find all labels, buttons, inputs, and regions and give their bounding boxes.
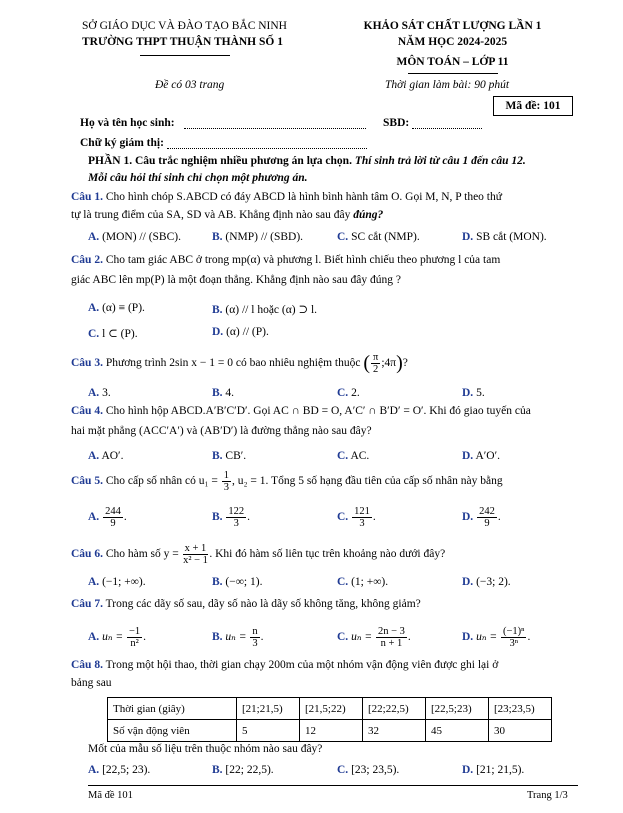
table-cell: 12 [300,720,363,742]
student-name-label: Họ và tên học sinh: [80,117,175,129]
signature-field[interactable] [167,148,367,149]
question-8-line1 [71,659,498,671]
option-label: C. [337,231,349,243]
question-7-line1 [71,598,421,610]
q6-option-b[interactable] [212,576,262,588]
q7-option-a[interactable]: A. uₙ = $\frac{-1}{\text{n²}}$ . [88,626,147,649]
question-4-line2 [71,425,372,437]
question-text: giác ABC lên mp(P) là một đoạn thẳng. Khẳng định nào sau đây đúng ? [71,274,401,286]
interval-close-paren: ) [396,352,403,374]
option-label: D. [462,511,474,524]
question-label: Câu 5. [71,475,103,488]
option-text: [23; 23,5). [351,764,400,776]
option-text: SB cắt (MON). [476,231,547,243]
table-row [108,720,552,742]
table-cell: [22;22,5) [363,698,426,720]
option-label: A. [88,302,100,314]
q4-option-d[interactable] [462,450,500,462]
q6-option-c[interactable] [337,576,388,588]
option-label: C. [337,387,349,399]
question-label: Câu 2. [71,254,103,266]
q5-option-a[interactable]: A. $\frac{244}{9}$ . [88,506,127,529]
option-label: C. [337,511,349,524]
q2-option-a[interactable] [88,302,145,314]
interval-open-paren: ( [363,352,370,374]
function-fraction: $\frac{x + 1}{\text{x² − 1}}$ [183,543,208,566]
question-text: Trong các dãy số sau, dãy số nào là dãy số không tăng, không giảm? [105,598,421,610]
part1-title: PHẦN 1. Câu trắc nghiệm nhiều phương án lựa chọn. [88,155,352,167]
q4-option-a[interactable] [88,450,123,462]
q8-option-b[interactable] [212,764,274,776]
part1-instruction-2: Mỗi câu hỏi thí sinh chỉ chọn một phương án. [88,172,308,184]
question-text: tự là trung điểm của SA, SD và AB. Khẳng định nào sau đây [71,209,351,221]
header-divider-left [140,55,230,56]
option-label: C. [88,328,100,340]
option-label: A. [88,764,100,776]
subject: MÔN TOÁN – LỚP 11 [396,56,509,68]
option-label: C. [337,576,349,588]
question-5-line1 [71,470,503,493]
table-row [108,698,552,720]
option-text: (−3; 2). [476,576,511,588]
option-text: (α) // (P). [226,326,269,338]
question-label: Câu 8. [71,659,103,671]
footer-divider [88,785,578,786]
q3-option-c[interactable] [337,387,360,399]
option-text: [21; 21,5). [476,764,525,776]
question-text: Trong một hội thao, thời gian chạy 200m của một nhóm vận động viên được ghi lại ở [105,659,499,671]
school-name: TRƯỜNG THPT THUẬN THÀNH SỐ 1 [82,36,283,48]
option-label: B. [212,304,223,316]
q4-option-b[interactable] [212,450,246,462]
table-cell: 45 [426,720,489,742]
school-year: NĂM HỌC 2024-2025 [397,36,508,48]
option-text: CB′. [225,450,247,462]
department-name: SỞ GIÁO DỤC VÀ ĐÀO TẠO BẮC NINH [82,20,287,32]
option-label: D. [462,387,474,399]
option-label: B. [212,764,223,776]
option-text: (NMP) // (SBD). [225,231,304,243]
q6-option-d[interactable] [462,576,511,588]
q6-option-a[interactable] [88,576,146,588]
option-text: l ⊂ (P). [102,328,138,340]
option-label: B. [212,576,223,588]
question-label: Câu 1. [71,191,103,203]
question-text: Cho tam giác ABC ở trong mp(α) và phương l. Biết hình chiếu theo phương l của tam [105,254,501,266]
option-text: (1; +∞). [351,576,389,588]
option-text: 2. [351,387,360,399]
question-8-prompt: Mốt của mẫu số liệu trên thuộc nhóm nào sau đây? [88,743,323,755]
option-label: A. [88,450,100,462]
q5-option-d[interactable]: D. $\frac{242}{9}$ . [462,506,501,529]
q7-option-d[interactable]: D. uₙ = $\frac{\text{(−1)ⁿ}}{\text{3ⁿ}}$ . [462,626,531,649]
table-cell: 30 [489,720,552,742]
footer-exam-code: Mã đề 101 [88,790,133,801]
table-cell: Số vận động viên [108,720,237,742]
q3-option-b[interactable] [212,387,234,399]
part1-instruction-1: Thí sinh trả lời từ câu 1 đến câu 12. [354,155,526,167]
question-1-line2 [71,209,383,221]
question-3-line1 [71,352,408,375]
option-label: A. [88,387,100,399]
option-label: D. [462,631,474,644]
option-label: C. [337,631,349,644]
option-label: A. [88,231,100,243]
table-cell: 5 [237,720,300,742]
header-divider-right [408,73,498,74]
option-label: D. [212,326,224,338]
option-label: B. [212,631,223,644]
question-6-line1 [71,543,445,566]
option-label: A. [88,576,100,588]
q1-option-c[interactable] [337,231,420,243]
question-text: ? [402,357,408,370]
q7-option-c[interactable]: C. uₙ = $\frac{2n - 3}{n + 1}$ . [337,626,411,649]
question-label: Câu 4. [71,405,103,417]
u1-fraction: $\frac{1}{3}$ [223,470,230,493]
running-time-table [107,697,552,742]
question-4-line1 [71,405,531,417]
question-text: Cho hình chóp S.ABCD có đáy ABCD là hình bình hành tâm O. Gọi M, N, P theo thứ [105,191,502,203]
part1-heading [88,155,526,167]
option-text: 5. [476,387,485,399]
footer-page-number: Trang 1/3 [527,790,568,801]
question-8-line2: bảng sau [71,677,112,689]
option-text: (α) ≡ (P). [102,302,145,314]
q2-option-c[interactable] [88,326,138,340]
option-label: A. [88,631,100,644]
table-cell: [21,5;22) [300,698,363,720]
exam-code-box: Mã đề: 101 [493,96,573,116]
option-label: B. [212,450,223,462]
question-1-line1 [71,191,502,203]
q1-option-d[interactable] [462,231,547,243]
question-2-line2 [71,274,401,286]
q2-option-b[interactable] [212,302,317,316]
q8-option-d[interactable] [462,764,524,776]
option-label: B. [212,231,223,243]
question-2-line1 [71,254,500,266]
option-text: A′O′. [475,450,500,462]
option-text: AC. [350,450,370,462]
option-text: AO′. [101,450,124,462]
q3-option-d[interactable] [462,387,485,399]
question-text: Phương trình 2sin x − 1 = 0 có bao nhiêu nghiệm thuộc [105,357,361,370]
question-text: , u₂ = 1. Tổng 5 số hạng đầu tiên của cấp số nhân này bằng [232,475,503,488]
option-label: D. [462,231,474,243]
question-label: Câu 3. [71,357,103,370]
option-label: B. [212,387,223,399]
option-text: (−∞; 1). [225,576,263,588]
option-text: (−1; +∞). [102,576,146,588]
q5-option-c[interactable]: C. $\frac{121}{3}$ . [337,506,376,529]
sbd-field[interactable] [412,128,482,129]
signature-label: Chữ ký giám thị: [80,137,164,149]
q3-option-a[interactable] [88,387,111,399]
student-name-field[interactable] [184,128,366,129]
time-note: Thời gian làm bài: 90 phút [385,79,510,91]
q1-option-b[interactable] [212,231,303,243]
question-label: Câu 7. [71,598,103,610]
question-text: Cho hình hộp ABCD.A′B′C′D′. Gọi AC ∩ BD = O, A′C′ ∩ B′D′ = O′. Khi đó giao tuyến của [105,405,531,417]
option-label: C. [337,450,349,462]
option-label: B. [212,511,223,524]
question-text: Cho hàm số y = [105,548,179,561]
q8-option-c[interactable] [337,764,399,776]
option-text: (α) // l hoặc (α) ⊃ l. [225,304,318,316]
sbd-label: SBD: [383,117,410,129]
table-cell: Thời gian (giây) [108,698,237,720]
option-label: C. [337,764,349,776]
table-cell: [22,5;23) [426,698,489,720]
question-label: Câu 6. [71,548,103,561]
q7-option-b[interactable]: B. uₙ = $\frac{n}{3}$ . [212,626,264,649]
option-label: D. [462,450,474,462]
option-text: 3. [102,387,111,399]
option-label: A. [88,511,100,524]
question-text: . Khi đó hàm số liên tục trên khoảng nào dưới đây? [209,548,446,561]
question-text: Cho cấp số nhân có u₁ = [105,475,218,488]
table-cell: [21;21,5) [237,698,300,720]
interval-rest: ;4π [381,357,397,370]
option-text: SC cắt (NMP). [351,231,420,243]
option-text: [22,5; 23). [102,764,151,776]
interval-fraction: $\frac{\pi}{2}$ [373,352,379,375]
table-cell: [23;23,5) [489,698,552,720]
q1-option-a[interactable] [88,231,181,243]
exam-title: KHẢO SÁT CHẤT LƯỢNG LẦN 1 [363,20,542,32]
q5-option-b[interactable]: B. $\frac{122}{3}$ . [212,506,251,529]
q4-option-c[interactable] [337,450,369,462]
question-text: hai mặt phẳng (ACC′A′) và (AB′D′) là đường thẳng nào sau đây? [71,425,372,437]
table-cell: 32 [363,720,426,742]
option-text: (MON) // (SBC). [102,231,181,243]
option-label: D. [462,576,474,588]
option-label: D. [462,764,474,776]
q8-option-a[interactable] [88,764,150,776]
pages-note: Đề có 03 trang [155,79,225,91]
q2-option-d[interactable] [212,326,269,338]
option-text: [22; 22,5). [225,764,274,776]
question-emphasis: đúng? [353,209,384,221]
option-text: 4. [225,387,235,399]
